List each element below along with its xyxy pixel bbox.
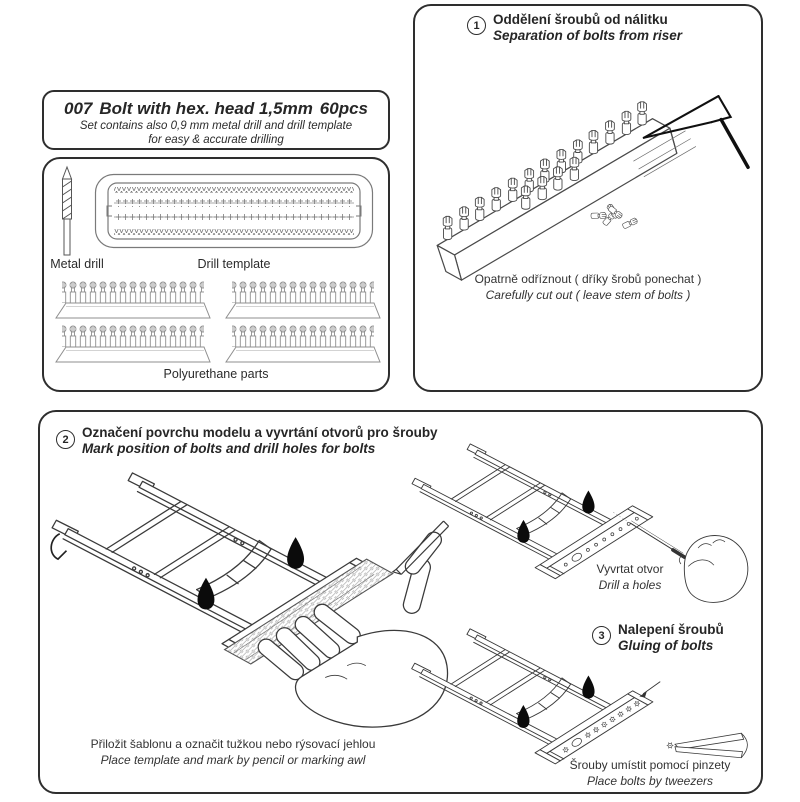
step1-caption: Opatrně odříznout ( dříky šrobů ponechat ) Carefully cut out ( leave stem of bolts ) [474, 272, 702, 302]
drill-template-illustration [94, 173, 374, 249]
polyurethane-parts-illustration [52, 279, 384, 365]
product-name: Bolt with hex. head 1,5mm [99, 99, 313, 118]
metal-drill-illustration [59, 167, 75, 257]
metal-drill-label: Metal drill [50, 257, 104, 271]
step2-caption-drill: Vyvrtat otvor Drill a holes [596, 562, 664, 592]
drill-holes-illustration [400, 428, 756, 624]
step1-number-badge: 1 [467, 16, 486, 35]
polyurethane-parts-label: Polyurethane parts [163, 367, 269, 381]
product-code: 007 [64, 99, 93, 118]
loose-bolts [591, 203, 638, 229]
product-title-box [42, 90, 390, 150]
tweezers-icon [667, 733, 748, 758]
drill-template-label: Drill template [197, 257, 271, 271]
set-contents-panel [42, 157, 390, 392]
step3-number-badge: 3 [592, 626, 611, 645]
casting-block [56, 281, 380, 362]
step2-caption-left: Přiložit šablonu a označit tužkou nebo rýsovací jehlou Place template and mark by pencil or marking awl [90, 737, 376, 767]
step1-title: Oddělení šroubů od nálitku Separation of bolts from riser [493, 12, 683, 44]
product-note-line2: for easy & accurate drilling [148, 134, 284, 147]
step3-title: Nalepení šroubů Gluing of bolts [618, 622, 724, 654]
step2-title: Označení povrchu modelu a vyvrtání otvorů pro šrouby Mark position of bolts and drill holes for bolts [82, 425, 438, 457]
step2-step3-panel [38, 410, 763, 794]
riser-cutting-illustration [423, 44, 757, 268]
arrow-icon [639, 682, 660, 698]
step1-panel [413, 4, 763, 392]
step2-number-badge: 2 [56, 430, 75, 449]
product-quantity: 60pcs [319, 99, 368, 118]
step3-caption: Šrouby umístit pomocí pinzety Place bolts by tweezers [569, 758, 731, 788]
product-note-line1: Set contains also 0,9 mm metal drill and drill template [79, 120, 353, 132]
